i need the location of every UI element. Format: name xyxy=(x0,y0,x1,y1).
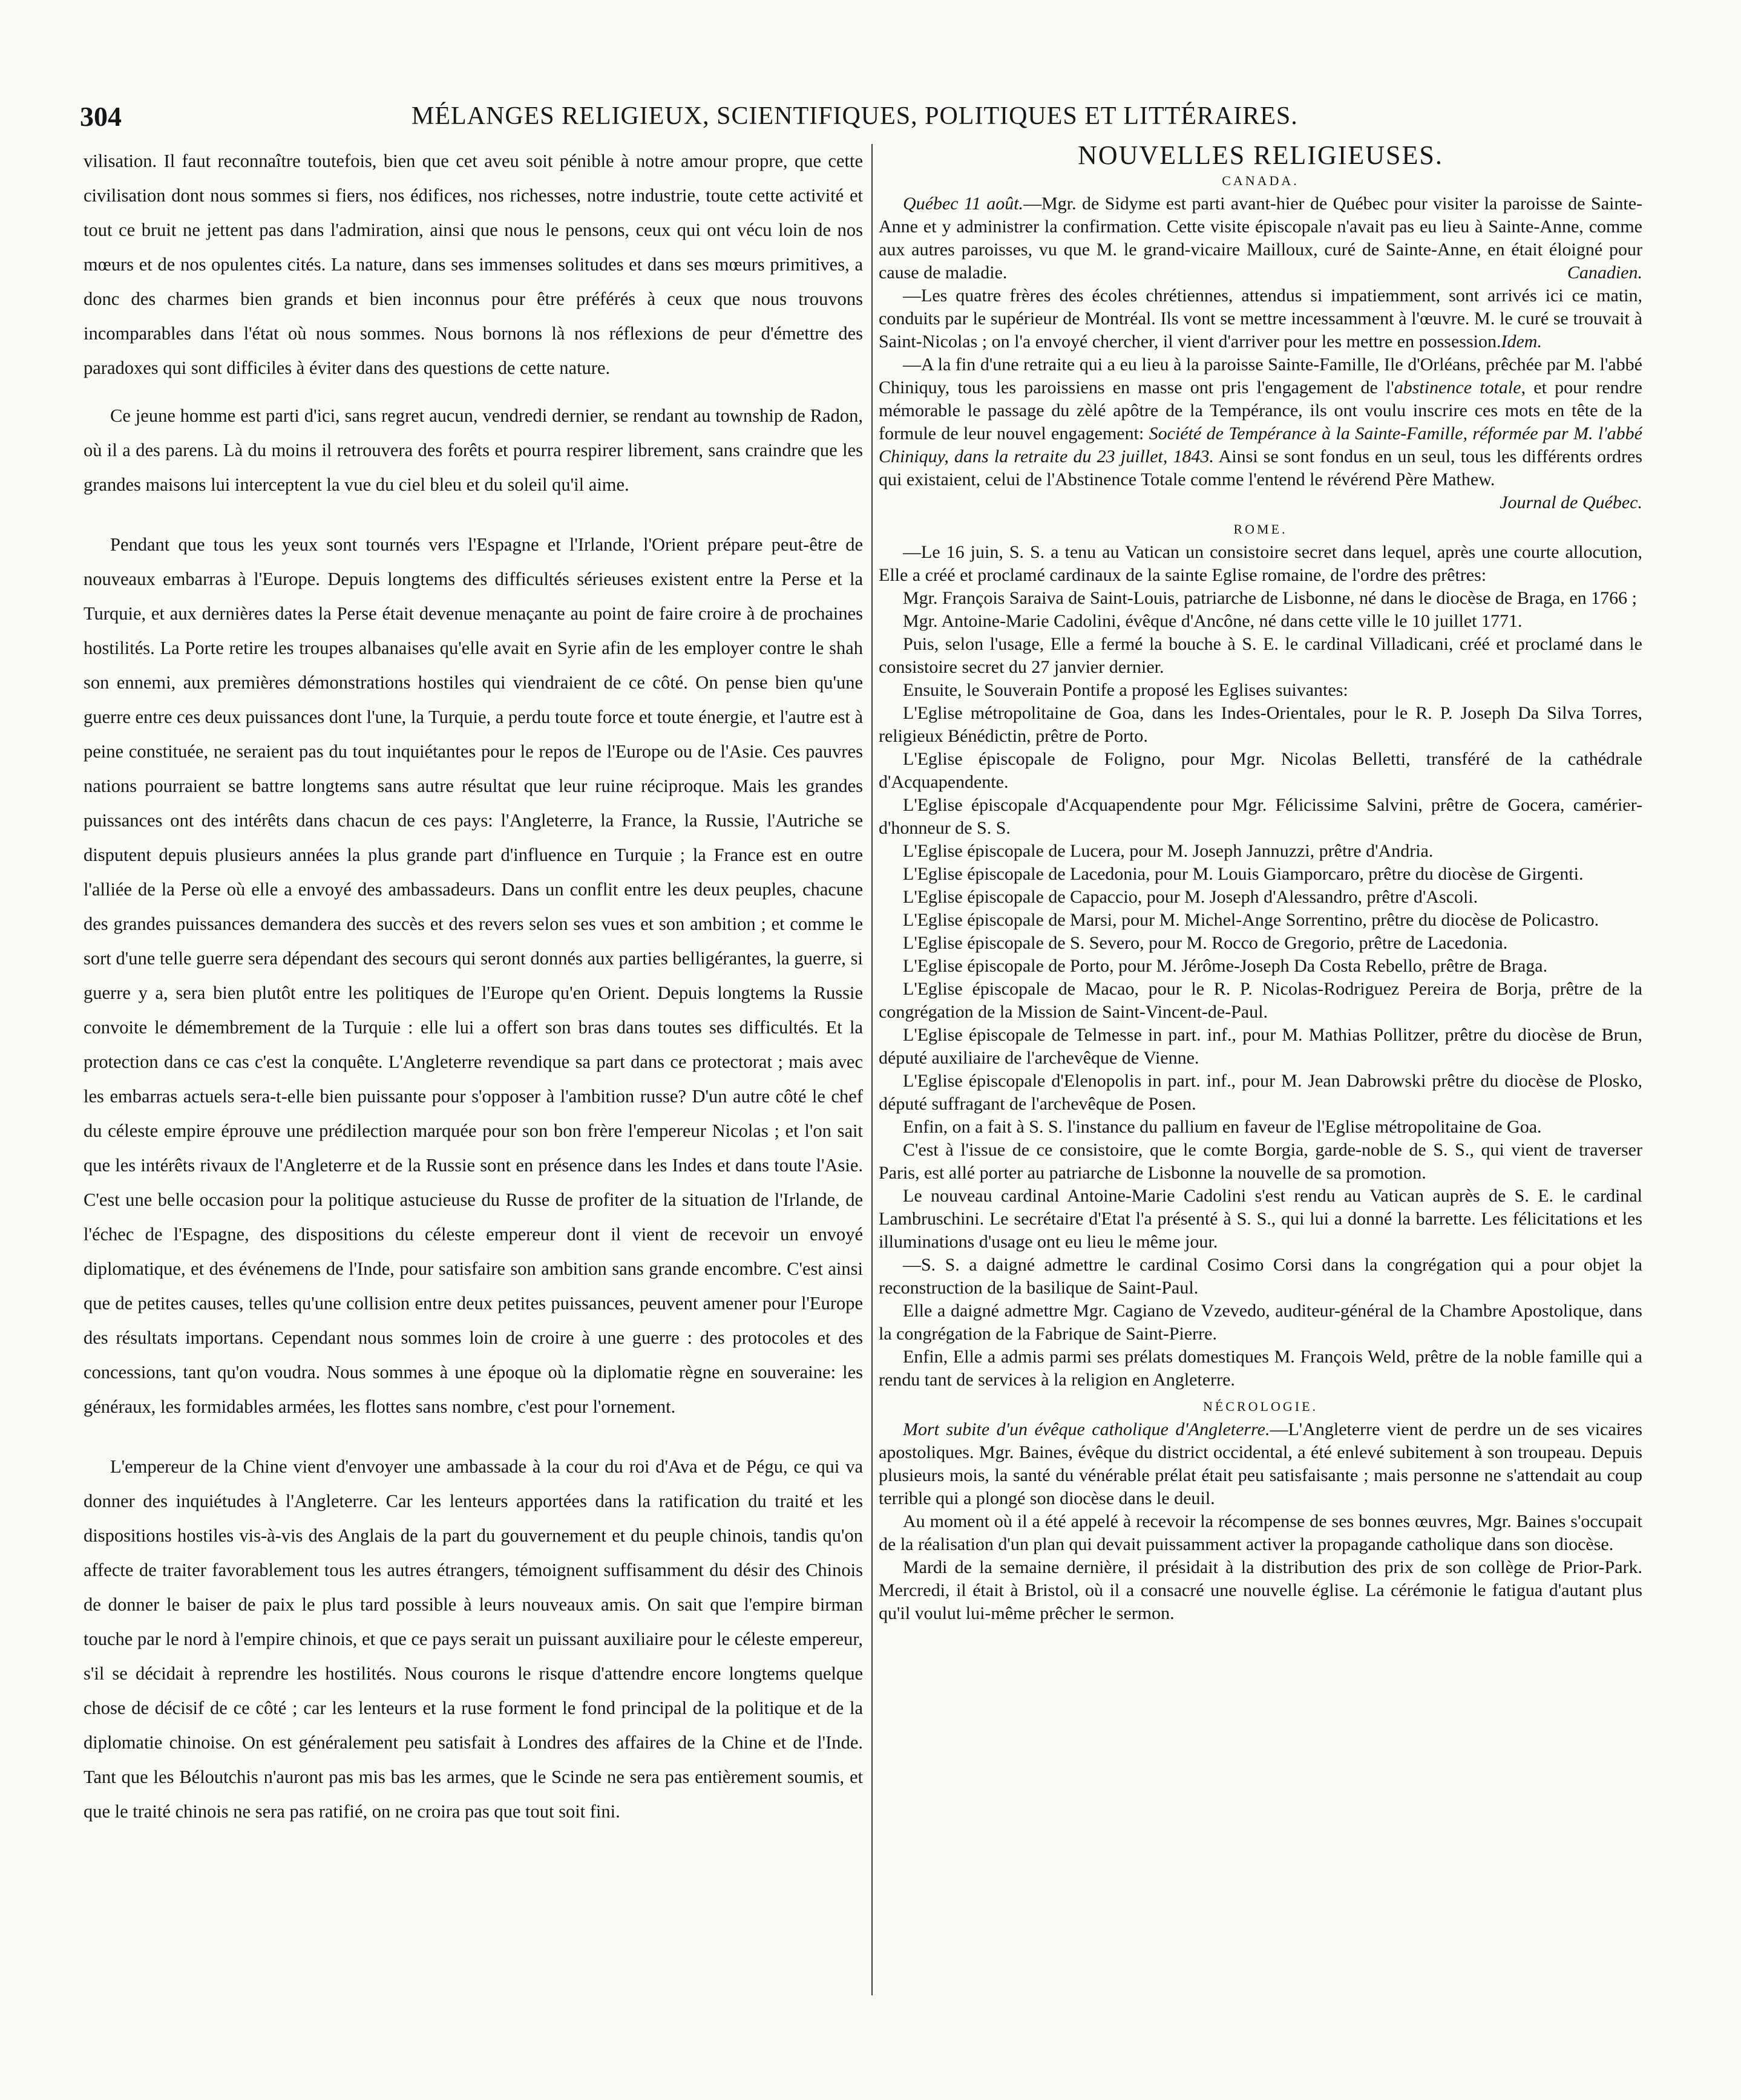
church-item: L'Eglise épiscopale de Porto, pour M. Jérôme-Joseph Da Costa Rebello, prêtre de Braga. xyxy=(903,956,1548,976)
rome-intro: —Le 16 juin, S. S. a tenu au Vatican un consistoire secret dans lequel, après une courte allocution, Elle a créé et proclamé cardinaux de la sainte Eglise romaine, de l'ordre des prêtres: xyxy=(879,542,1642,585)
source-signature: Idem. xyxy=(1501,332,1542,352)
cardinal-item: Mgr. François Saraiva de Saint-Louis, patriarche de Lisbonne, né dans le diocèse de Braga, en 1766 ; xyxy=(903,588,1637,608)
rome-paragraph: Enfin, on a fait à S. S. l'instance du pallium en faveur de l'Eglise métropolitaine de Goa. xyxy=(903,1117,1542,1137)
rome-paragraph: Enfin, Elle a admis parmi ses prélats domestiques M. François Weld, prêtre de la noble famille qui a rendu tant de services à la religion en Angleterre. xyxy=(879,1347,1642,1390)
news-text: , et pour rendre mémorable le passage du zèlé apôtre de la Tempérance, ils ont voulu inscrire ces mots en tête de la formule de leur nouvel engagement: xyxy=(879,378,1642,443)
source-signature: Canadien. xyxy=(1567,263,1642,283)
paragraph-civilisation: vilisation. Il faut reconnaître toutefois, bien que cet aveu soit pénible à notre amour propre, que cette civilisation dont nous sommes si fiers, nos édifices, nos richesses, notre industrie, toute cette activité et tout ce bruit ne jettent pas dans l'admiration, ainsi que nous le pensons, ceux qui ont vécu loin de nos mœurs et de nos opulentes cités. La nature, dans ses immenses solitudes et dans ses mœurs primitives, a donc des charmes bien grands et bien inconnus pour être préférés à ceux que nous trouvons incomparables dans l'état où nous sommes. Nous bornons là nos réflexions de peur d'émettre des paradoxes qui sont difficiles à éviter dans des questions de cette nature. xyxy=(84,151,863,378)
news-text: —Les quatre frères des écoles chrétiennes, attendus si impatiemment, sont arrivés ici ce matin, conduits par le supérieur de Montréal. Ils vont se mettre incessamment à l'œuvre. M. le curé se trouvait à Saint-Nicolas ; on l'a envoyé chercher, il vient d'arriver pour les mettre en possession. xyxy=(879,286,1642,352)
paragraph-chine: L'empereur de la Chine vient d'envoyer une ambassade à la cour du roi d'Ava et de Pégu, ce qui va donner des inquiétudes à l'Angleterre. Car les lenteurs apportées dans la ratification du traité et les dispositions hostiles vis-à-vis des Anglais de la part du gouvernement et du peuple chinois, tandis qu'on affecte de traiter favorablement tous les autres étrangers, témoignent suffisamment du désir des Chinois de donner le baiser de paix le plus tard possible à leurs nouveaux amis. On sait que l'empire birman touche par le nord à l'empire chinois, et que ce pays serait un puissant auxiliaire pour le céleste empereur, s'il se décidait à reprendre les hostilités. Nous courons le risque d'attendre encore longtems quelque chose de décisif de ce côté ; car les lenteurs et la ruse forment le fond principal de la politique et de la diplomatie chinoise. On est généralement peu satisfait à Londres des affaires de la Chine et de l'Inde. Tant que les Béloutchis n'auront pas mis bas les armes, que le Scinde ne sera pas entièrement soumis, et que le traité chinois ne sera pas ratifié, on ne croira pas que tout soit fini. xyxy=(84,1456,863,1822)
cardinal-item: Mgr. Antoine-Marie Cadolini, évêque d'Ancône, né dans cette ville le 10 juillet 1771. xyxy=(903,611,1523,631)
page-header xyxy=(73,97,1622,139)
paragraph-orient: Pendant que tous les yeux sont tournés vers l'Espagne et l'Irlande, l'Orient prépare peut-être de nouveaux embarras à l'Europe. Depuis longtems des difficultés sérieuses existent entre la Perse et la Turquie, et aux dernières dates la Perse était devenue menaçante au point de faire croire à de prochaines hostilités. La Porte retire les troupes albanaises qu'elle avait en Syrie afin de les employer contre le shah son ennemi, aux premières démonstrations hostiles qui viendraient de ce côté. On pense bien qu'une guerre entre ces deux puissances dont l'une, la Turquie, a perdu toute force et toute énergie, et l'autre est à peine constituée, ne seraient pas du tout inquiétantes pour le repos de l'Europe ou de l'Asie. Ces pauvres nations pourraient se battre longtems sans autre résultat que leur ruine réciproque. Mais les grandes puissances ont des intérêts dans chacun de ces pays: l'Angleterre, la France, la Russie, l'Autriche se disputent depuis plusieurs années la plus grande part d'influence en Turquie ; la France est en outre l'alliée de la Perse où elle a envoyé des ambassadeurs. Dans un conflit entre les deux peuples, chacune des grandes puissances demandera des succès et des revers selon ses vues et son ambition ; et comme le sort d'une telle guerre sera dépendant des secours qui seront donnés aux parties belligérantes, la guerre, si guerre y a, sera bien plutôt entre les politiques de l'Europe qu'en Orient. Depuis longtems la Russie convoite le démembrement de la Turquie : elle lui a offert son bras dans toutes ses difficultés. Et la protection dans ce cas c'est la conquête. L'Angleterre revendique sa part dans ce protectorat ; mais avec les embarras actuels sera-t-elle bien puissante pour s'opposer à l'ambition russe? D'un autre côté le chef du céleste empire éprouve une prédilection marquée pour son bon frère l'empereur Nicolas ; et l'on sait que les intérêts rivaux de l'Angleterre et de la Russie sont en présence dans les Indes et dans toute l'Asie. C'est une belle occasion pour la politique astucieuse du Russe de profiter de la situation de l'Irlande, de l'échec de l'Espagne, des dispositions du céleste empereur dont il vient de recevoir un envoyé diplomatique, et des événemens de l'Inde, pour satisfaire son ambition sans grande encombre. C'est ainsi que de petites causes, telles qu'une collision entre deux petites puissances, peuvent amener pour l'Europe des résultats importans. Cependant nous sommes loin de croire à une guerre : des protocoles et des concessions, tant qu'on voudra. Nous sommes à une époque où la diplomatie règne en souveraine: les généraux, les formidables armées, les flottes sans nombre, c'est pour l'ornement. xyxy=(84,534,863,1417)
dateline: Québec 11 août. xyxy=(903,194,1024,214)
news-item-quebec xyxy=(879,192,1642,284)
news-emphasis: abstinence totale xyxy=(1394,378,1521,397)
column-divider xyxy=(871,144,873,1995)
church-item: L'Eglise épiscopale d'Elenopolis in part. inf., pour M. Jean Dabrowski prêtre du diocèse de Plosko, député suffragant de l'archevêque de Posen. xyxy=(879,1071,1642,1114)
news-emphasis: Société de Tempérance à la Sainte-Famille, réformée par M. l'abbé Chiniquy, dans la retraite du 23 juillet, 1843. xyxy=(879,424,1642,466)
church-item: L'Eglise épiscopale de Marsi, pour M. Michel-Ange Sorrentino, prêtre du diocèse de Policastro. xyxy=(903,910,1599,930)
left-column xyxy=(84,144,863,2050)
church-item: L'Eglise épiscopale de Lacedonia, pour M. Louis Giamporcaro, prêtre du diocèse de Girgenti. xyxy=(903,864,1584,884)
rome-paragraph: Elle a daigné admettre Mgr. Cagiano de Vzevedo, auditeur-général de la Chambre Apostolique, dans la congrégation de la Fabrique de Saint-Pierre. xyxy=(879,1301,1642,1344)
necrologie-paragraph: Mardi de la semaine dernière, il présidait à la distribution des prix de son collège de Prior-Park. Mercredi, il était à Bristol, où il a consacré une nouvelle église. La cérémonie le fatigua d'autant plus qu'il voulut lui-même prêcher le sermon. xyxy=(879,1557,1642,1623)
news-text: —A la fin d'une retraite qui a eu lieu à la paroisse Sainte-Famille, Ile d'Orléans, prêchée par M. l'abbé Chiniquy, tous les paroissiens en masse ont pris l'engagement de l' xyxy=(879,355,1642,397)
obituary-title: Mort subite d'un évêque catholique d'Angleterre. xyxy=(903,1419,1270,1439)
church-item: L'Eglise métropolitaine de Goa, dans les Indes-Orientales, pour le R. P. Joseph Da Silva Torres, religieux Bénédictin, prêtre de Porto. xyxy=(879,703,1642,746)
church-item: L'Eglise épiscopale de Macao, pour le R. P. Nicolas-Rodriguez Pereira de Borja, prêtre de la congrégation de la Mission de Saint-Vincent-de-Paul. xyxy=(879,979,1642,1022)
rome-paragraph: Ensuite, le Souverain Pontife a proposé les Eglises suivantes: xyxy=(903,680,1348,700)
running-title: MÉLANGES RELIGIEUX, SCIENTIFIQUES, POLITIQUES ET LITTÉRAIRES. xyxy=(411,102,1298,130)
rome-paragraph: Le nouveau cardinal Antoine-Marie Cadolini s'est rendu au Vatican auprès de S. E. le cardinal Lambruschini. Le secrétaire d'Etat l'a présenté à S. S., qui lui a donné la barrette. Les félicitations et les illuminations d'usage ont eu lieu le même jour. xyxy=(879,1186,1642,1252)
church-item: L'Eglise épiscopale de Telmesse in part. inf., pour M. Mathias Pollitzer, prêtre du diocèse de Brun, député auxiliaire de l'archevêque de Vienne. xyxy=(879,1025,1642,1068)
church-item: L'Eglise épiscopale de Foligno, pour Mgr. Nicolas Belletti, transféré de la cathédrale d'Acquapendente. xyxy=(879,749,1642,792)
news-item-temperance xyxy=(879,353,1642,514)
rome-paragraph: —S. S. a daigné admettre le cardinal Cosimo Corsi dans la congrégation qui a pour objet la reconstruction de la basilique de Saint-Paul. xyxy=(879,1255,1642,1298)
section-title: NOUVELLES RELIGIEUSES. xyxy=(1078,144,1443,170)
necrologie-paragraph: Au moment où il a été appelé à recevoir la récompense de ses bonnes œuvres, Mgr. Baines s'occupait de la réalisation d'un plan qui devait puissamment activer la propagande catholique dans son diocèse. xyxy=(879,1511,1642,1554)
necrologie-lead xyxy=(879,1418,1642,1510)
news-text: —Mgr. de Sidyme est parti avant-hier de Québec pour visiter la paroisse de Sainte-Anne et y administrer la confirmation. Cette visite épiscopale n'avait pas eu lieu à Sainte-Anne, comme aux autres paroisses, vu que M. le grand-vicaire Mailloux, curé de Sainte-Anne, en était éloigné pour cause de maladie. xyxy=(879,194,1642,283)
heading-rome: ROME. xyxy=(1233,522,1288,537)
rome-paragraph: Puis, selon l'usage, Elle a fermé la bouche à S. E. le cardinal Villadicani, créé et proclamé dans le consistoire secret du 27 janvier dernier. xyxy=(879,634,1642,677)
church-item: L'Eglise épiscopale de Capaccio, pour M. Joseph d'Alessandro, prêtre d'Ascoli. xyxy=(903,887,1478,907)
news-text: Ainsi se sont fondus en un seul, tous les différents ordres qui existaient, celui de l'Abstinence Totale comme l'entend le révérend Père Mathew. xyxy=(879,446,1642,489)
church-item: L'Eglise épiscopale d'Acquapendente pour Mgr. Félicissime Salvini, prêtre de Gocera, camérier-d'honneur de S. S. xyxy=(879,795,1642,838)
right-column xyxy=(879,144,1642,2050)
paragraph-jeune-homme: Ce jeune homme est parti d'ici, sans regret aucun, vendredi dernier, se rendant au township de Radon, où il a des parens. Là du moins il retrouvera des forêts et pourra respirer librement, sans craindre que les grandes maisons lui interceptent la vue du ciel bleu et du soleil qu'il aime. xyxy=(84,405,863,495)
source-signature: Journal de Québec. xyxy=(1500,492,1642,512)
page-number: 304 xyxy=(80,101,122,132)
heading-necrologie: NÉCROLOGIE. xyxy=(1202,1399,1319,1414)
heading-canada: CANADA. xyxy=(1222,173,1299,188)
rome-paragraph: C'est à l'issue de ce consistoire, que le comte Borgia, garde-noble de S. S., qui vient de traverser Paris, est allé porter au patriarche de Lisbonne la nouvelle de sa promotion. xyxy=(879,1140,1642,1183)
news-item-freres xyxy=(879,284,1642,353)
news-text: —L'Angleterre vient de perdre un de ses vicaires apostoliques. Mgr. Baines, évêque du district occidental, a été enlevé subitement à son troupeau. Depuis plusieurs mois, la santé du vénérable prélat était peu satisfaisante ; mais personne ne s'attendait au coup terrible qui a plongé son diocèse dans le deuil. xyxy=(879,1419,1642,1508)
church-item: L'Eglise épiscopale de S. Severo, pour M. Rocco de Gregorio, prêtre de Lacedonia. xyxy=(903,933,1508,953)
church-item: L'Eglise épiscopale de Lucera, pour M. Joseph Jannuzzi, prêtre d'Andria. xyxy=(903,841,1434,861)
